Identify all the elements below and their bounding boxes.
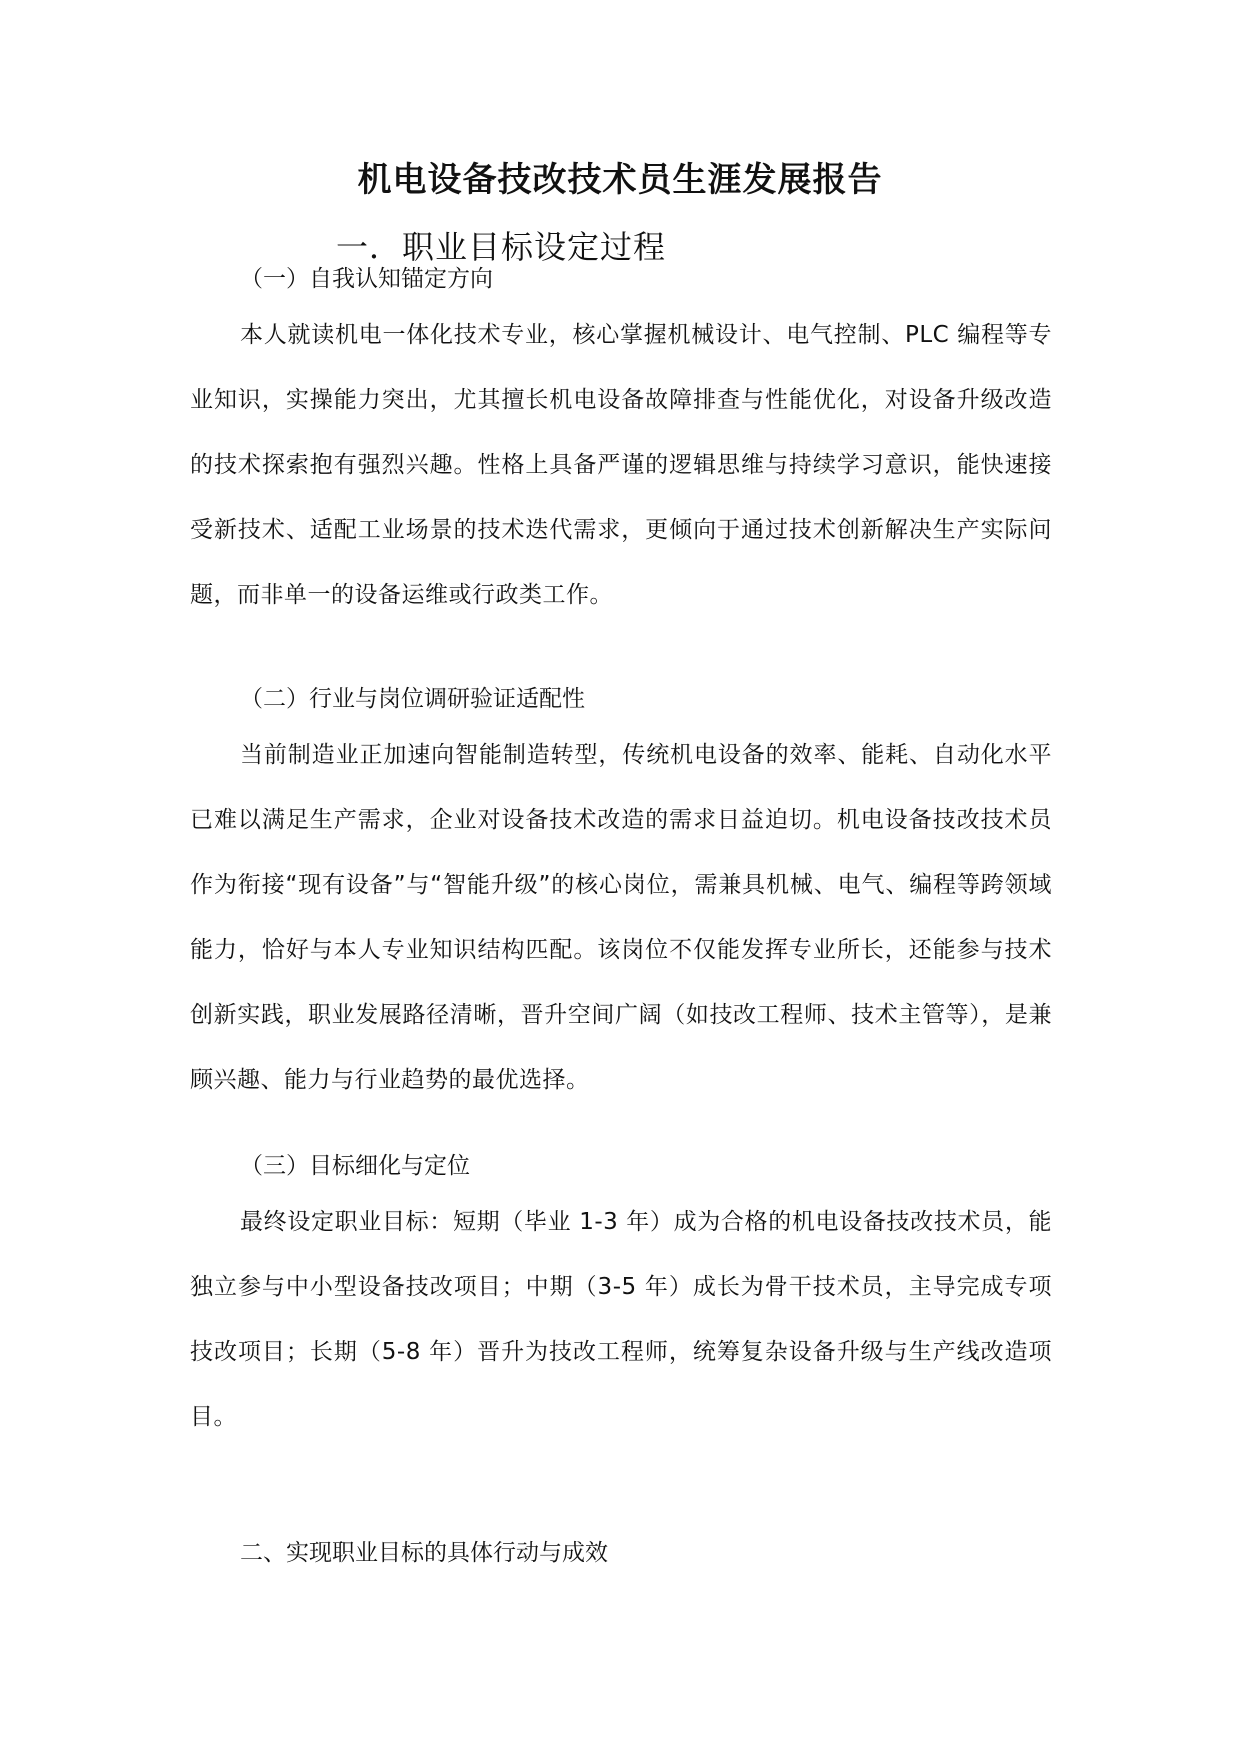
subsection-paragraph-3: 最终设定职业目标：短期（毕业 1-3 年）成为合格的机电设备技改技术员，能独立参与中小型设备技改项目；中期（3-5 年）成长为骨干技术员，主导完成专项技改项目；长期（5-8 年）晋升为技改工程师，统筹复杂设备升级与生产线改造项目。 bbox=[190, 1209, 1052, 1430]
document-title: 机电设备技改技术员生涯发展报告 bbox=[357, 160, 883, 200]
subsection-heading-2: （二）行业与岗位调研验证适配性 bbox=[240, 686, 585, 712]
subsection-paragraph-2: 当前制造业正加速向智能制造转型，传统机电设备的效率、能耗、自动化水平已难以满足生产需求，企业对设备技术改造的需求日益迫切。机电设备技改技术员作为衔接“现有设备”与“智能升级”的核心岗位，需兼具机械、电气、编程等跨领域能力，恰好与本人专业知识结构匹配。该岗位不仅能发挥专业所长，还能参与技术创新实践，职业发展路径清晰，晋升空间广阔（如技改工程师、技术主管等），是兼顾兴趣、能力与行业趋势的最优选择。 bbox=[190, 742, 1052, 1093]
subsection-heading-3: （三）目标细化与定位 bbox=[240, 1153, 470, 1179]
subsection-heading-1: （一）自我认知锚定方向 bbox=[240, 266, 493, 292]
section-heading-2: 二、实现职业目标的具体行动与成效 bbox=[240, 1540, 608, 1566]
section-heading-1: 一．职业目标设定过程 bbox=[336, 228, 667, 266]
subsection-paragraph-1: 本人就读机电一体化技术专业，核心掌握机械设计、电气控制、PLC 编程等专业知识，实操能力突出，尤其擅长机电设备故障排查与性能优化，对设备升级改造的技术探索抱有强烈兴趣。性格上具备严谨的逻辑思维与持续学习意识，能快速接受新技术、适配工业场景的技术迭代需求，更倾向于通过技术创新解决生产实际问题，而非单一的设备运维或行政类工作。 bbox=[190, 322, 1052, 608]
